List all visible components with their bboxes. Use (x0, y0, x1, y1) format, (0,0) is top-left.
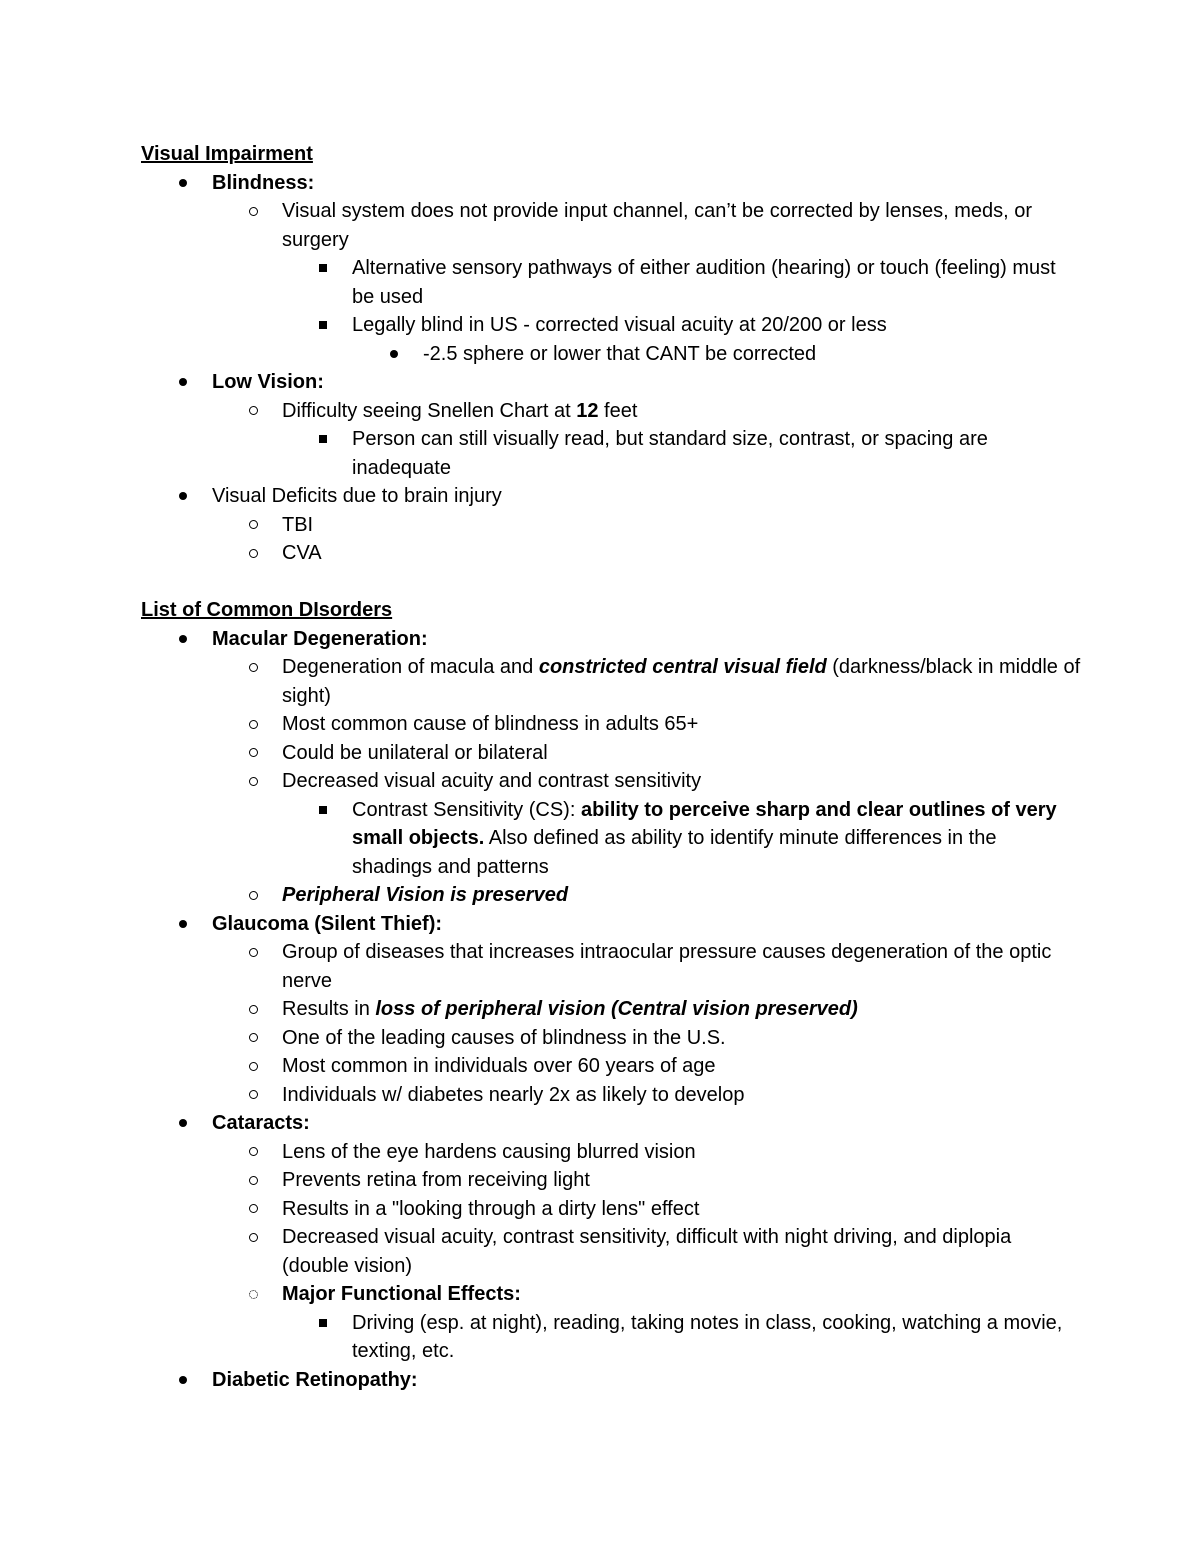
text-run: feet (598, 399, 638, 422)
item-text: Visual system does not provide input channel, can’t be corrected by lenses, meds, or surgery (282, 200, 1033, 251)
text-run: Results in (282, 998, 376, 1020)
item-text (352, 796, 1081, 882)
bullet-circle-icon (249, 938, 258, 967)
bullet-circle-icon (249, 1138, 258, 1167)
item-text: Person can still visually read, but standard size, contrast, or spacing are inadequate (352, 428, 988, 479)
bullet-disc-icon (179, 1366, 187, 1395)
bullet-circle-icon (249, 197, 258, 226)
text-run: Difficulty seeing Snellen Chart at (282, 399, 577, 422)
text-run-bold-italic: loss of peripheral vision (Central vision preserved) (375, 998, 858, 1020)
bullet-disc-icon (179, 169, 187, 198)
list-item (141, 710, 1081, 739)
item-text: Driving (esp. at night), reading, taking notes in class, cooking, watching a movie, texting, etc. (352, 1311, 1063, 1362)
item-text: Lens of the eye hardens causing blurred vision (282, 1140, 696, 1163)
item-text: One of the leading causes of blindness in the U.S. (282, 1026, 726, 1049)
item-text: Decreased visual acuity, contrast sensitivity, difficult with night driving, and diplopia (double vision) (282, 1226, 1012, 1277)
item-label: Diabetic Retinopathy: (212, 1368, 418, 1391)
list-item (141, 482, 1081, 511)
bullet-circle-icon (249, 1081, 258, 1110)
item-text: -2.5 sphere or lower that CANT be corrected (423, 342, 817, 365)
item-label: Blindness: (212, 171, 315, 194)
text-run: Degeneration of macula and (282, 656, 539, 678)
list-item (141, 340, 1081, 369)
list-item (141, 1280, 1081, 1309)
bullet-square-icon (319, 425, 327, 454)
bullet-square-icon (319, 254, 327, 283)
item-text: TBI (282, 513, 314, 536)
list-item (141, 653, 1081, 710)
bullet-disc-icon (179, 625, 187, 654)
item-label: Cataracts: (212, 1112, 310, 1134)
bullet-disc-icon (179, 482, 187, 511)
item-text: Could be unilateral or bilateral (282, 741, 548, 764)
section-heading-common-disorders: List of Common DIsorders (141, 599, 393, 621)
item-text: Results in a "looking through a dirty lens" effect (282, 1197, 700, 1220)
list-item (141, 1309, 1081, 1366)
section-heading-visual-impairment: Visual Impairment (141, 143, 313, 165)
bullet-circle-icon (249, 653, 258, 682)
item-text: Most common cause of blindness in adults 65+ (282, 713, 699, 735)
bullet-circle-icon (249, 1223, 258, 1252)
list-item (141, 1366, 1081, 1395)
item-text: CVA (282, 542, 322, 564)
list-item (141, 1195, 1081, 1224)
list-item (141, 1166, 1081, 1195)
item-text (282, 397, 1081, 426)
item-text: Prevents retina from receiving light (282, 1169, 590, 1191)
spacer (141, 568, 1081, 597)
list-item (141, 1052, 1081, 1081)
text-run-bold-italic: constricted central visual field (538, 656, 827, 678)
bullet-square-icon (319, 311, 327, 340)
bullet-disc-icon (390, 340, 398, 369)
item-text: Alternative sensory pathways of either audition (hearing) or touch (feeling) must be used (352, 257, 1056, 308)
list-item (141, 938, 1081, 995)
list-item (141, 254, 1081, 311)
list-item (141, 511, 1081, 540)
bullet-circle-icon (249, 1166, 258, 1195)
bullet-circle-icon (249, 539, 258, 568)
list-item (141, 625, 1081, 654)
bullet-circle-icon (249, 1052, 258, 1081)
list-item (141, 1223, 1081, 1280)
list-item (141, 1024, 1081, 1053)
list-item (141, 881, 1081, 910)
bullet-circle-icon (249, 995, 258, 1024)
bullet-circle-icon (249, 1024, 258, 1053)
bullet-circle-icon (249, 511, 258, 540)
bullet-disc-icon (179, 1109, 187, 1138)
item-text: Most common in individuals over 60 years of age (282, 1055, 716, 1077)
visual-impairment-list (141, 169, 1081, 568)
list-item (141, 368, 1081, 397)
document-content (141, 140, 1081, 1394)
item-label: Glaucoma (Silent Thief): (212, 912, 443, 935)
item-label: Low Vision: (212, 371, 324, 393)
bullet-circle-icon (249, 739, 258, 768)
bullet-circle-icon (249, 397, 258, 426)
text-run: Contrast Sensitivity (CS): (352, 798, 581, 821)
bullet-disc-icon (179, 910, 187, 939)
list-item (141, 1138, 1081, 1167)
bullet-square-icon (319, 1309, 327, 1338)
common-disorders-list (141, 625, 1081, 1395)
list-item (141, 397, 1081, 426)
list-item (141, 169, 1081, 198)
list-item (141, 539, 1081, 568)
bullet-dotted-circle-icon (249, 1280, 258, 1309)
list-item (141, 1081, 1081, 1110)
list-item (141, 796, 1081, 882)
list-item (141, 995, 1081, 1024)
bullet-disc-icon (179, 368, 187, 397)
text-run: Also defined as ability to identify minute differences in the shadings and patterns (352, 827, 997, 878)
item-text: Legally blind in US - corrected visual acuity at 20/200 or less (352, 314, 887, 336)
bullet-circle-icon (249, 1195, 258, 1224)
item-text: Decreased visual acuity and contrast sensitivity (282, 770, 702, 792)
text-run: (darkness/black in middle of sight) (282, 656, 1081, 707)
text-run-bold: ability to perceive sharp and clear outlines of very small objects. (352, 798, 1057, 849)
bullet-circle-icon (249, 881, 258, 910)
list-item (141, 739, 1081, 768)
item-text: Individuals w/ diabetes nearly 2x as likely to develop (282, 1083, 745, 1106)
item-text (282, 653, 1081, 710)
list-item (141, 1109, 1081, 1138)
bullet-circle-icon (249, 710, 258, 739)
bullet-square-icon (319, 796, 327, 825)
list-item (141, 910, 1081, 939)
list-item (141, 197, 1081, 254)
item-text: Group of diseases that increases intraocular pressure causes degeneration of the optic nerve (282, 941, 1052, 992)
list-item (141, 425, 1081, 482)
list-item (141, 311, 1081, 340)
item-label: Macular Degeneration: (212, 627, 428, 650)
item-text: Peripheral Vision is preserved (282, 884, 569, 906)
text-run-bold: 12 (576, 399, 599, 422)
list-item (141, 767, 1081, 796)
item-label: Major Functional Effects: (282, 1283, 521, 1305)
bullet-circle-icon (249, 767, 258, 796)
item-text (282, 995, 1081, 1024)
item-text: Visual Deficits due to brain injury (212, 485, 502, 507)
